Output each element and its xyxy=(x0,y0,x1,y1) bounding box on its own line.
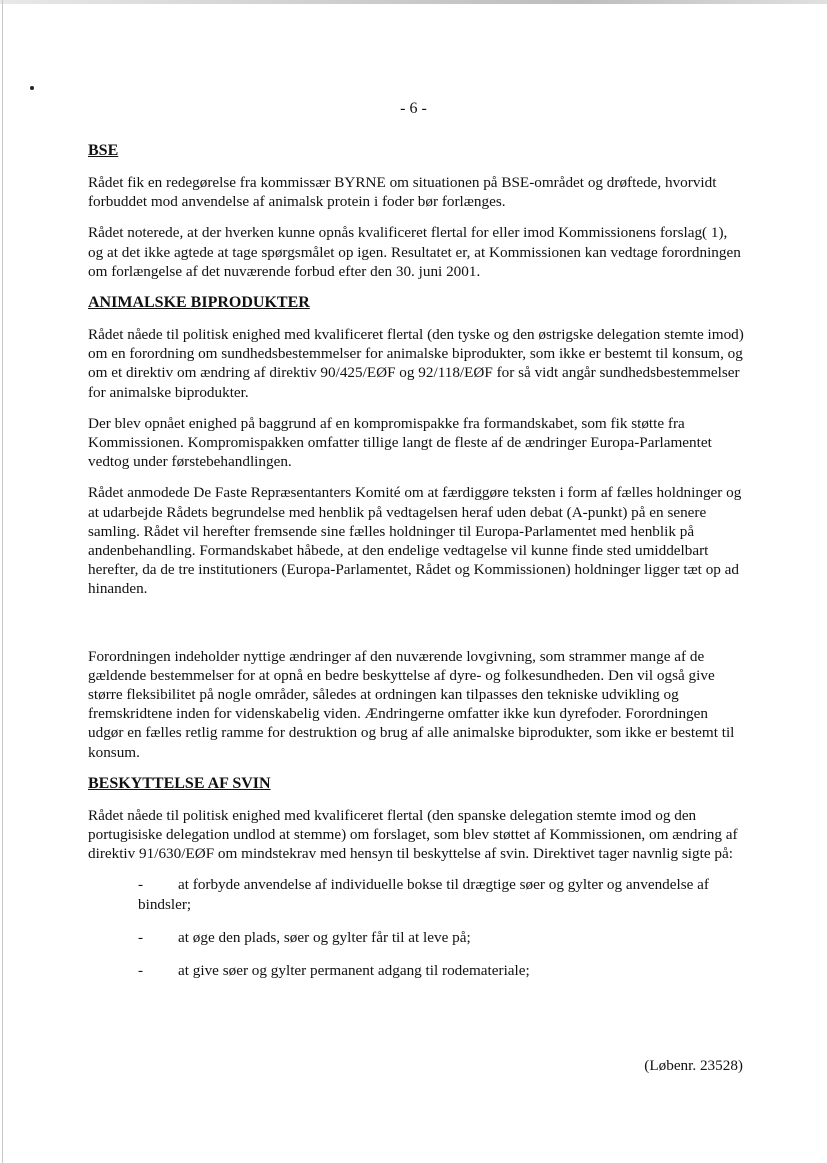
paragraph-bse-2: Rådet noterede, at der hverken kunne opnås kvalificeret flertal for eller imod Kommissionens forslag( 1), og at det ikke agtede at tage spørgsmålet op igen. Resultatet er, at Kommissionen kan vedtage forordningen om forlængelse af det nuværende forbud efter den 30. juni 2001. xyxy=(88,224,741,280)
paragraph-animal-4: Forordningen indeholder nyttige ændringer af den nuværende lovgivning, som strammer mange af de gældende bestemmelser for at opnå en bedre beskyttelse af dyre- og folkesundheden. Den vil også give større fleksibilitet på nogle områder, således at ordningen kan tilpasses den tekniske udvikling og fremskridtene inden for videnskabelig viden. Ændringerne omfatter ikke kun dyrefoder. Forordningen udgør en fælles retlig ramme for destruktion og brug af alle animalske biprodukter, som ikke er bestemt til konsum. xyxy=(88,647,735,761)
list-item xyxy=(88,961,744,980)
document-reference-number: (Løbenr. 23528) xyxy=(644,1057,743,1074)
dash-bullet: - xyxy=(138,962,144,980)
heading-animalske-biprodukter: ANIMALSKE BIPRODUKTER xyxy=(88,294,310,312)
list-item xyxy=(88,928,744,947)
paragraph-animal-2: Der blev opnået enighed på baggrund af en kompromispakke fra formandskabet, som fik støtte fra Kommissionen. Kompromispakken omfatter tillige langt de fleste af de ændringer Europa-Parlamentet vedtog under førstebehandlingen. xyxy=(88,414,712,471)
dash-bullet: - xyxy=(138,876,144,894)
paragraph-swine-1: Rådet nåede til politisk enighed med kvalificeret flertal (den spanske delegation stemte imod og den portugisiske delegation undlod at stemme) om forslaget, som blev støttet af Kommissionen, om ændring af direktiv 91/630/EØF om mindstekrav med hensyn til beskyttelse af svin. Direktivet tager navnlig sigte på: xyxy=(88,806,738,863)
scan-left-edge xyxy=(2,0,3,1163)
paragraph-animal-1: Rådet nåede til politisk enighed med kvalificeret flertal (den tyske og den østrigske delegation stemte imod) om en forordning om sundhedsbestemmelser for animalske biprodukter, som ikke er bestemt til konsum, og om et direktiv om ændring af direktiv 90/425/EØF og 92/118/EØF for så vidt angår sundhedsbestemmelser for animalske biprodukter. xyxy=(88,326,744,401)
bullet-list xyxy=(88,875,744,980)
list-item xyxy=(88,875,744,913)
scan-top-edge xyxy=(0,0,827,4)
blank-gap xyxy=(88,611,744,647)
page-number: - 6 - xyxy=(400,100,427,117)
heading-bse: BSE xyxy=(88,142,119,159)
paragraph-animal-3: Rådet anmodede De Faste Repræsentanters Komité om at færdiggøre teksten i form af fælles holdninger og at udarbejde Rådets begrundelse med henblik på vedtagelsen heraf uden debat (A-punkt) på en senere samling. Rådet vil herefter fremsende sine fælles holdninger til Europa-Parlamentet med henblik på andenbehandling. Formandskabet håbede, at den endelige vedtagelse vil kunne finde sted umiddelbart herefter, da de tre institutioners (Europa-Parlamentet, Rådet og Kommissionen) holdninger ligger tæt op ad hinanden. xyxy=(88,484,742,598)
dash-bullet: - xyxy=(138,928,144,946)
paragraph-bse-1: Rådet fik en redegørelse fra kommissær BYRNE om situationen på BSE-området og drøftede, hvorvidt forbuddet mod anvendelse af animalsk protein i foder bør forlænges. xyxy=(88,174,717,211)
list-item-text: at give søer og gylter permanent adgang til rodemateriale; xyxy=(178,962,530,980)
heading-beskyttelse-af-svin: BESKYTTELSE AF SVIN xyxy=(88,774,271,792)
list-item-text: at forbyde anvendelse af individuelle bokse til drægtige søer og gylter og anvendelse af bindsler; xyxy=(138,876,709,913)
document-body xyxy=(88,141,744,994)
scan-speck xyxy=(30,86,34,90)
list-item-text: at øge den plads, søer og gylter får til at leve på; xyxy=(178,928,471,946)
